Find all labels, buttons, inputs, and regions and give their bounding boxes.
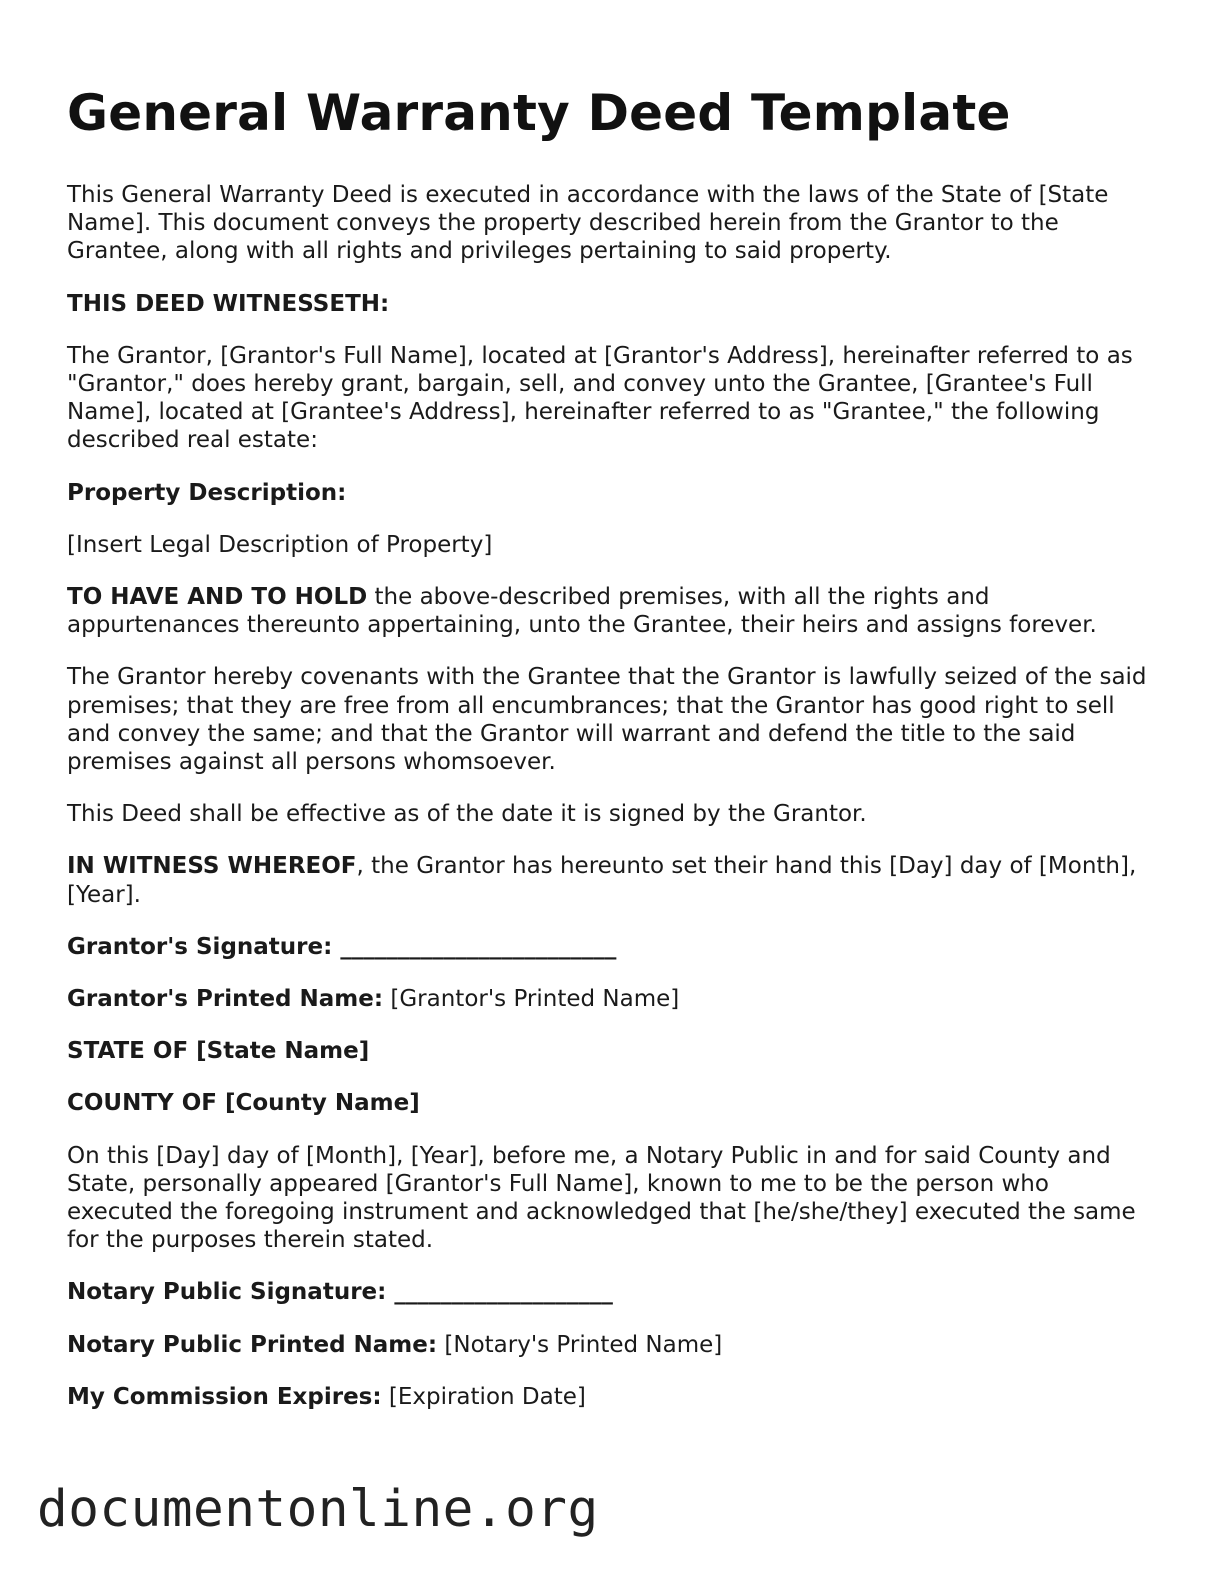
grantor-signature-field[interactable] bbox=[67, 933, 1157, 961]
in-witness-paragraph bbox=[67, 852, 1157, 908]
commission-expires-field bbox=[67, 1383, 1157, 1411]
state-line: STATE OF [State Name] bbox=[67, 1038, 370, 1065]
notary-signature-label: Notary Public Signature: ___________________ bbox=[67, 1279, 613, 1306]
habendum-paragraph bbox=[67, 583, 1157, 639]
habendum-text: the above-described premises, with all the rights and appurtenances thereunto appertaining, unto the Grantee, their heirs and assigns forever. bbox=[67, 584, 1097, 639]
notary-signature-field[interactable] bbox=[67, 1278, 1157, 1306]
notary-printed-name-field bbox=[67, 1331, 1157, 1359]
notary-printed-name-label: Notary Public Printed Name: bbox=[67, 1331, 438, 1358]
grantor-signature-line: ________________________ bbox=[332, 933, 617, 960]
commission-expires-value: [Expiration Date] bbox=[381, 1383, 586, 1410]
intro-paragraph: This General Warranty Deed is executed in accordance with the laws of the State of [State Name]. This document conveys the property described herein from the Grantor to the Grantee, along with all rights and privileges pertaining to said property. bbox=[67, 182, 1109, 265]
in-witness-lead: IN WITNESS WHEREOF bbox=[67, 853, 357, 880]
property-heading: Property Description: bbox=[67, 479, 347, 506]
commission-expires-label: My Commission Expires: bbox=[67, 1383, 382, 1410]
habendum-lead: TO HAVE AND TO HOLD bbox=[67, 584, 368, 611]
in-witness-text: , the Grantor has hereunto set their hand this [Day] day of [Month], [Year]. bbox=[67, 853, 1137, 908]
notary-signature-line: ___________________ bbox=[386, 1279, 613, 1306]
grantor-signature-label: Grantor's Signature: ________________________ bbox=[67, 933, 617, 960]
effective-paragraph: This Deed shall be effective as of the date it is signed by the Grantor. bbox=[67, 801, 867, 828]
county-line: COUNTY OF [County Name] bbox=[67, 1090, 420, 1117]
conveyance-paragraph: The Grantor, [Grantor's Full Name], located at [Grantor's Address], hereinafter referred to as "Grantor," does hereby grant, bargain, sell, and convey unto the Grantee, [Grantee's Full Name], located at [Grantee's Address], hereinafter referred to as "Grantee," the following described real estate: bbox=[67, 342, 1133, 454]
deed-document bbox=[67, 82, 1157, 1435]
grantor-printed-name-value: [Grantor's Printed Name] bbox=[383, 986, 680, 1013]
witnesseth-heading: THIS DEED WITNESSETH: bbox=[67, 290, 390, 317]
acknowledgment-paragraph: On this [Day] day of [Month], [Year], before me, a Notary Public in and for said County and State, personally appeared [Grantor's Full Name], known to me to be the person who executed the foregoing instrument and acknowledged that [he/she/they] executed the same for the purposes therein stated. bbox=[67, 1142, 1136, 1254]
grantor-printed-name-field bbox=[67, 985, 1157, 1013]
grantor-printed-name-label: Grantor's Printed Name: bbox=[67, 986, 384, 1013]
covenants-paragraph: The Grantor hereby covenants with the Grantee that the Grantor is lawfully seized of the said premises; that they are free from all encumbrances; that the Grantor has good right to sell and convey the same; and that the Grantor will warrant and defend the title to the said premises against all persons whomsoever. bbox=[67, 664, 1147, 776]
page-title: General Warranty Deed Template bbox=[67, 84, 1011, 142]
notary-printed-name-value: [Notary's Printed Name] bbox=[437, 1331, 723, 1358]
property-placeholder: [Insert Legal Description of Property] bbox=[67, 531, 493, 558]
footer-watermark: documentonline.org bbox=[37, 1480, 599, 1539]
